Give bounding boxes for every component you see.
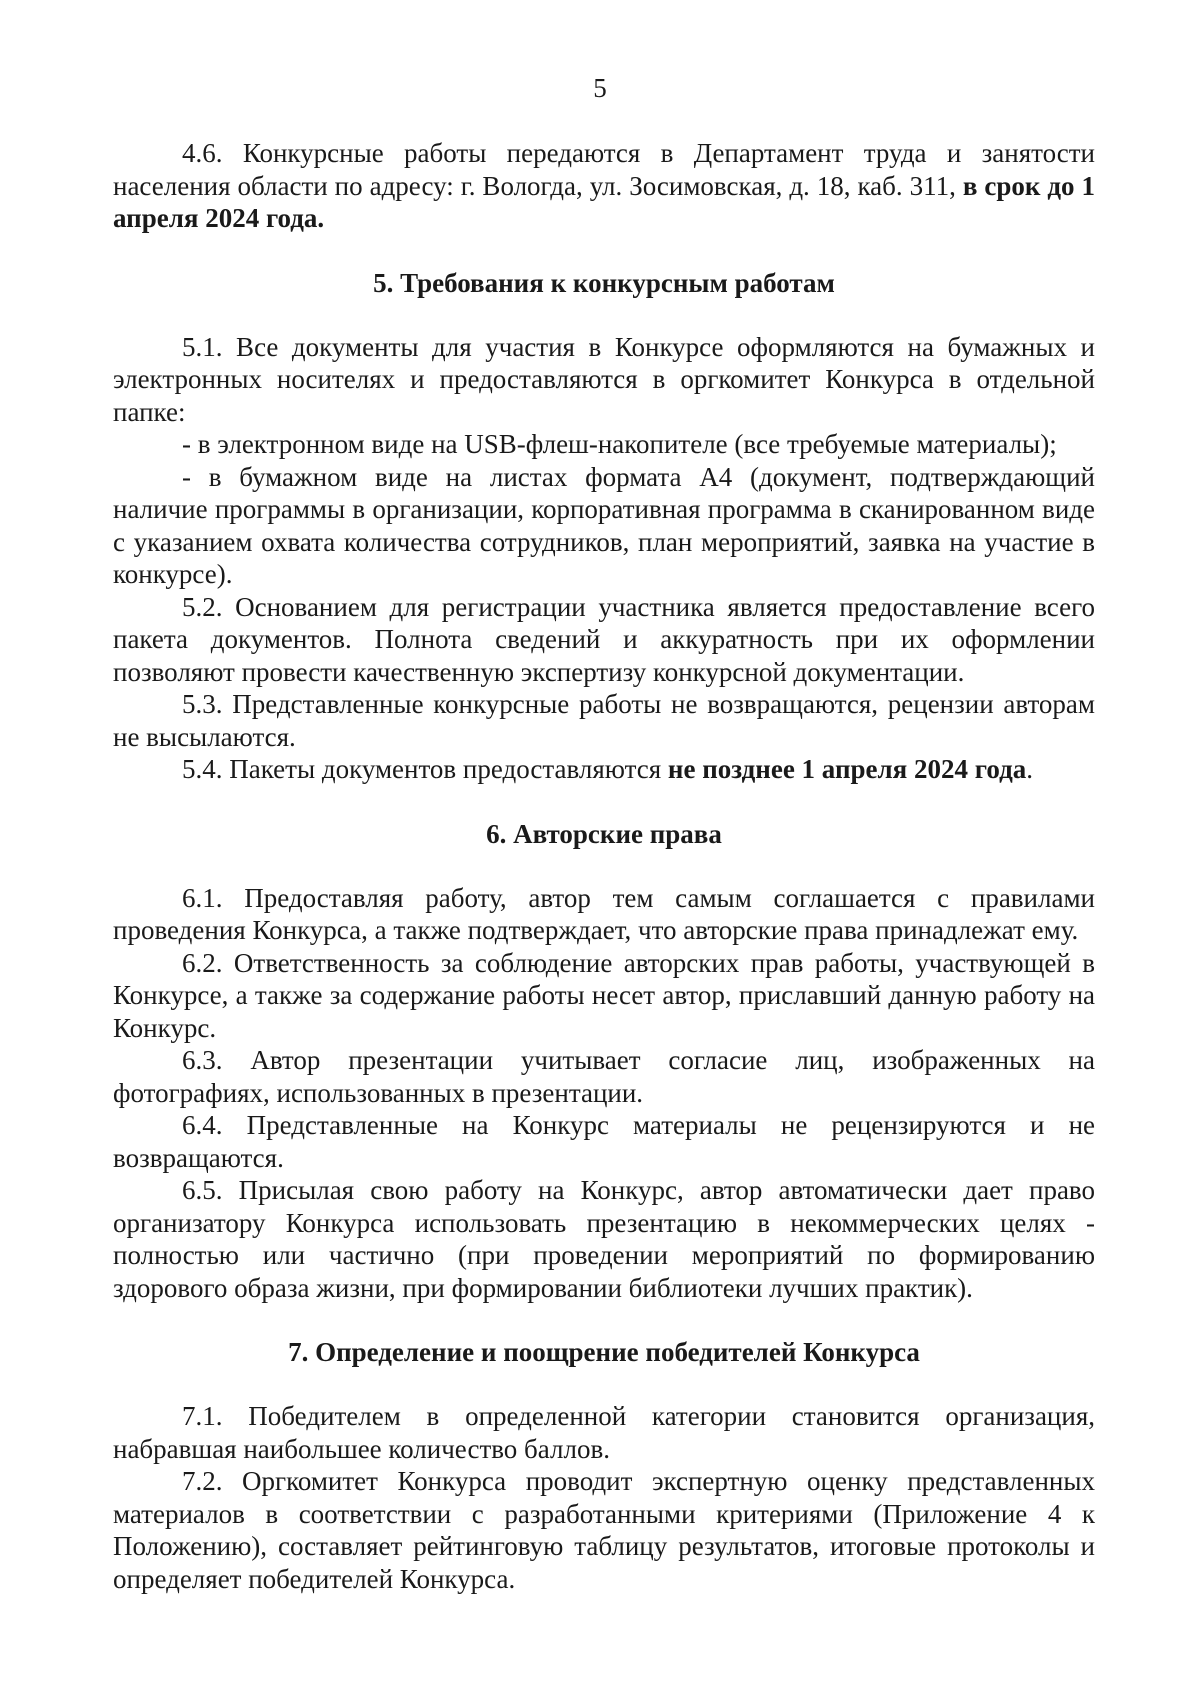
- paragraph-5-3: 5.3. Представленные конкурсные работы не возвращаются, рецензии авторам не высылаются.: [113, 689, 1095, 752]
- paragraph-4-6-deadline: в срок до 1 апреля 2024 года.: [113, 170, 1095, 233]
- section-7-title: 7. Определение и поощрение победителей Конкурса: [288, 1337, 920, 1367]
- spacer: [113, 299, 1095, 331]
- paragraph-5-4-end: .: [1026, 754, 1033, 784]
- paragraph-6-4: 6.4. Представленные на Конкурс материалы не рецензируются и не возвращаются.: [113, 1110, 1095, 1173]
- paragraph-7-2: 7.2. Оргкомитет Конкурса проводит экспертную оценку представленных материалов в соответствии с разработанными критериями (Приложение 4 к Положению), составляет рейтинговую таблицу результатов, итоговые протоколы и определяет победителей Конкурса.: [113, 1466, 1095, 1594]
- paragraph-6-1: 6.1. Предоставляя работу, автор тем самым соглашается с правилами проведения Конкурса, а также подтверждает, что авторские права принадлежат ему.: [113, 882, 1095, 945]
- page-number: 5: [593, 73, 607, 103]
- spacer: [113, 1304, 1095, 1336]
- paragraph-5-1-item-2: - в бумажном виде на листах формата А4 (документ, подтверждающий наличие программы в организации, корпоративная программа в сканированном виде с указанием охвата количества сотрудников, план мероприятий, заявка на участие в конкурсе).: [113, 461, 1095, 589]
- document-body: [113, 137, 1095, 1595]
- spacer: [113, 235, 1095, 267]
- paragraph-4-6-text: 4.6. Конкурсные работы передаются в Департамент труда и занятости населения области по адресу: г. Вологда, ул. Зосимовская, д. 18, каб. 311,: [113, 138, 1095, 201]
- paragraph-7-1: 7.1. Победителем в определенной категории становится организация, набравшая наибольшее количество баллов.: [113, 1401, 1095, 1464]
- section-5-title: 5. Требования к конкурсным работам: [373, 267, 835, 298]
- spacer: [113, 786, 1095, 818]
- section-6-title: 6. Авторские права: [486, 818, 722, 849]
- spacer: [113, 1368, 1095, 1400]
- paragraph-5-1-item-1: - в электронном виде на USB-флеш-накопителе (все требуемые материалы);: [182, 429, 1057, 459]
- paragraph-5-4-text: 5.4. Пакеты документов предоставляются: [182, 754, 668, 784]
- paragraph-5-4: [113, 753, 1095, 786]
- paragraph-6-5: 6.5. Присылая свою работу на Конкурс, автор автоматически дает право организатору Конкурса использовать презентацию в некоммерческих целях - полностью или частично (при проведении мероприятий по формированию здорового образа жизни, при формировании библиотеки лучших практик).: [113, 1175, 1095, 1303]
- paragraph-6-3: 6.3. Автор презентации учитывает согласие лиц, изображенных на фотографиях, использованных в презентации.: [113, 1045, 1095, 1108]
- spacer: [113, 850, 1095, 882]
- paragraph-4-6: [113, 137, 1095, 235]
- paragraph-5-2: 5.2. Основанием для регистрации участника является предоставление всего пакета документов. Полнота сведений и аккуратность при их оформлении позволяют провести качественную экспертизу конкурсной документации.: [113, 591, 1095, 687]
- paragraph-5-1: 5.1. Все документы для участия в Конкурсе оформляются на бумажных и электронных носителях и предоставляются в оргкомитет Конкурса в отдельной папке:: [113, 331, 1095, 427]
- paragraph-6-2: 6.2. Ответственность за соблюдение авторских прав работы, участвующей в Конкурсе, а также за содержание работы несет автор, приславший данную работу на Конкурс.: [113, 947, 1095, 1043]
- paragraph-5-4-deadline: не позднее 1 апреля 2024 года: [667, 754, 1027, 784]
